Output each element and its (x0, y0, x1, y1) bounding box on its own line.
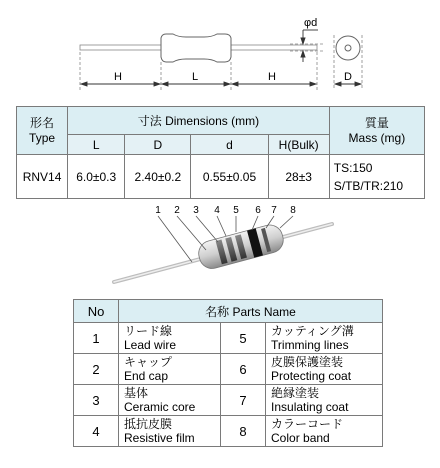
col-header-l: L (68, 135, 125, 155)
lead-wire-right (230, 45, 317, 50)
table-row (74, 354, 383, 385)
parts-name-header: 名称 Parts Name (119, 300, 383, 323)
part-name: 絶縁塗装 Insulating coat (266, 385, 383, 416)
part-number: 5 (221, 323, 266, 354)
part-number: 1 (74, 323, 119, 354)
dim-label-d: D (344, 71, 352, 83)
dim-label-h-right: H (268, 71, 276, 83)
callout-4: 4 (214, 205, 220, 216)
callout-8: 8 (290, 205, 296, 216)
dimension-drawing (0, 0, 440, 100)
l-value: 6.0±0.3 (68, 155, 125, 199)
part-number: 3 (74, 385, 119, 416)
illustration-resistor-body (196, 222, 286, 271)
callout-1: 1 (155, 205, 161, 216)
part-number: 6 (221, 354, 266, 385)
resistor-body-outline (161, 34, 231, 62)
dimensions-header: 寸法 Dimensions (mm) (68, 107, 330, 135)
part-name: キャップ End cap (119, 354, 221, 385)
type-header: 形名 Type (17, 107, 68, 155)
part-name: 抵抗皮膜 Resistive film (119, 416, 221, 447)
d-upper-value: 2.40±0.2 (125, 155, 191, 199)
table-row (74, 323, 383, 354)
col-header-d-lower: d (191, 135, 268, 155)
dim-label-l: L (191, 71, 199, 83)
dim-label-h-left: H (114, 71, 122, 83)
no-header: No (74, 300, 119, 323)
callout-3: 3 (193, 205, 199, 216)
resistor-parts-illustration (100, 202, 340, 300)
h-bulk-value: 28±3 (268, 155, 329, 199)
part-name: カッティング溝 Trimming lines (266, 323, 383, 354)
callout-2: 2 (174, 205, 180, 216)
lead-wire-left (80, 45, 162, 50)
col-header-d-upper: D (125, 135, 191, 155)
d-lower-value: 0.55±0.05 (191, 155, 268, 199)
part-name: リード線 Lead wire (119, 323, 221, 354)
part-number: 4 (74, 416, 119, 447)
type-value: RNV14 (17, 155, 68, 199)
mass-value: TS:150 S/TB/TR:210 (329, 155, 424, 199)
callout-6: 6 (255, 205, 261, 216)
table-row (74, 416, 383, 447)
col-header-h-bulk: H(Bulk) (268, 135, 329, 155)
part-name: 基体 Ceramic core (119, 385, 221, 416)
end-view-lead (345, 45, 351, 51)
table-row (74, 385, 383, 416)
part-name: カラーコード Color band (266, 416, 383, 447)
dim-label-phi-d: φd (304, 17, 318, 29)
part-number: 2 (74, 354, 119, 385)
mass-header: 質量 Mass (mg) (329, 107, 424, 155)
callout-7: 7 (271, 205, 277, 216)
callout-5: 5 (233, 205, 239, 216)
specification-table (16, 106, 425, 199)
part-number: 8 (221, 416, 266, 447)
part-name: 皮膜保護塗装 Protecting coat (266, 354, 383, 385)
part-number: 7 (221, 385, 266, 416)
parts-name-table (73, 299, 383, 447)
